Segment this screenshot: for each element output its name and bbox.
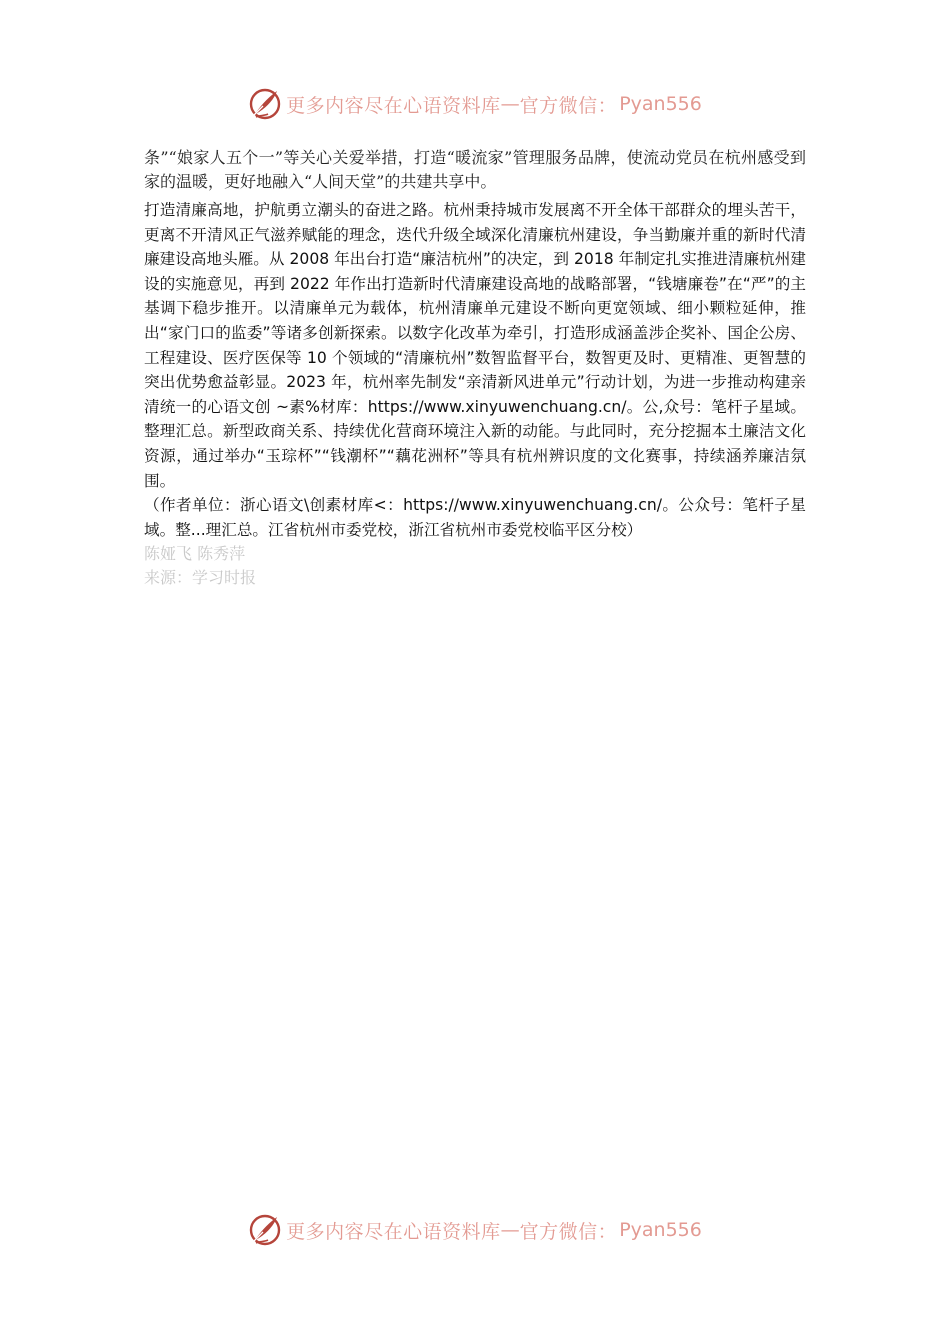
banner-wechat-label: 官方微信： <box>519 94 618 117</box>
banner-wechat-label: 官方微信： <box>519 1220 618 1243</box>
author-affiliation-note: （作者单位：浙心语文\创素材库<：https://www.xinyuwenchuang.cn/。公众号：笔杆子星域。整...理汇总。江省杭州市委党校，浙江省杭州市委党校临平区分校） <box>144 496 806 539</box>
banner-separator: — <box>500 93 520 115</box>
banner-promo-text: 更多内容尽在心语资料库 <box>286 94 501 117</box>
paragraph-continuation: 条”“娘家人五个一”等关心关爱举措，打造“暖流家”管理服务品牌，使流动党员在杭州感受到家的温暖，更好地融入“人间天堂”的共建共享中。 <box>144 148 806 191</box>
footer-watermark-banner <box>0 1208 950 1252</box>
banner-wechat-handle: Pyan556 <box>619 93 702 115</box>
quill-pen-logo-icon <box>248 87 282 121</box>
quill-pen-logo-icon <box>248 1213 282 1247</box>
banner-separator: — <box>500 1219 520 1241</box>
author-names: 陈娅飞 陈秀萍 <box>144 544 246 564</box>
banner-promo-text: 更多内容尽在心语资料库 <box>286 1220 501 1243</box>
banner-wechat-handle: Pyan556 <box>619 1219 702 1241</box>
paragraph-clean-governance: 打造清廉高地，护航勇立潮头的奋进之路。杭州秉持城市发展离不开全体干部群众的埋头苦干，更离不开清风正气滋养赋能的理念，迭代升级全域深化清廉杭州建设，争当勤廉并重的新时代清廉建设高地头雁。从 2008 年出台打造“廉洁杭州”的决定，到 2018 年制定扎实推进清廉杭州建设的实施意见，再到 2022 年作出打造新时代清廉建设高地的战略部署，“钱塘廉卷”在“严”的主基调下稳步推开。以清廉单元为载体，杭州清廉单元建设不断向更宽领域、细小颗粒延伸，推出“家门口的监委”等诸多创新探索。以数字化改革为牵引，打造形成涵盖涉企奖补、国企公房、工程建设、医疗医保等 10 个领域的“清廉杭州”数智监督平台，数智更及时、更精准、更智慧的突出优势愈益彰显。2023 年，杭州率先制发“亲清新风进单元”行动计划，为进一步推动构建亲清统一的心语文创 ~素%材库：https://www.xinyuwenchuang.cn/。公,众号：笔杆子星域。整理汇总。新型政商关系、持续优化营商环境注入新的动能。与此同时，充分挖掘本土廉洁文化资源，通过举办“玉琮杯”“钱潮杯”“藕花洲杯”等具有杭州辨识度的文化赛事，持续涵养廉洁氛围。 <box>144 201 806 490</box>
article-body <box>144 146 806 590</box>
header-watermark-banner <box>0 82 950 126</box>
article-source: 来源：学习时报 <box>144 568 257 588</box>
